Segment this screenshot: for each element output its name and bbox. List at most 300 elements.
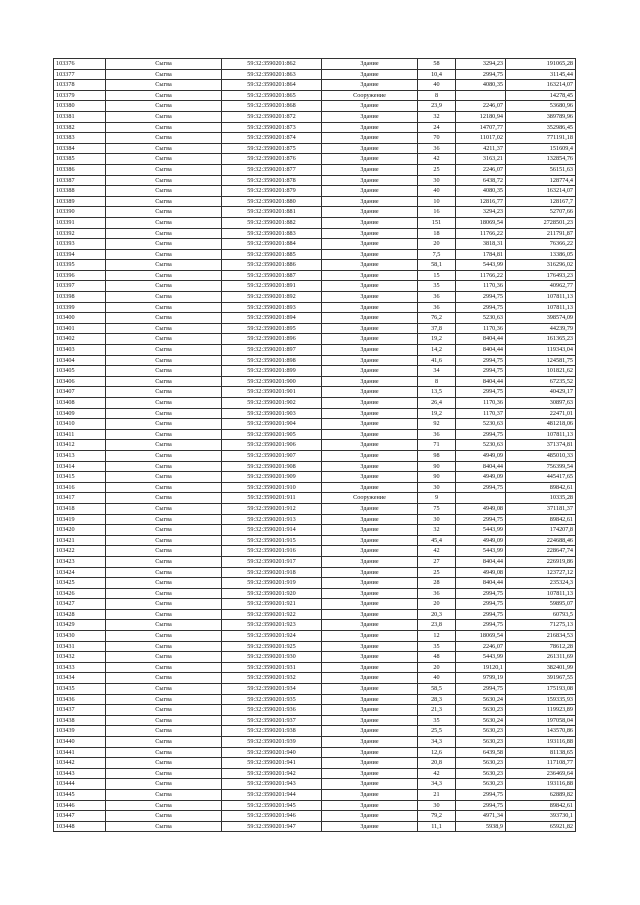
table-row xyxy=(54,503,576,514)
cadastral-number-cell: 59:32:3590201:936 xyxy=(222,705,322,716)
cadastral-number-cell: 59:32:3590201:885 xyxy=(222,249,322,260)
object-type-cell: Здание xyxy=(322,419,418,430)
cadastral-value-cell: 352986,45 xyxy=(506,122,576,133)
area-cell: 30 xyxy=(418,175,456,186)
table-row xyxy=(54,811,576,822)
cadastral-number-cell: 59:32:3590201:876 xyxy=(222,154,322,165)
cadastral-number-cell: 59:32:3590201:913 xyxy=(222,514,322,525)
cadastral-number-cell: 59:32:3590201:896 xyxy=(222,334,322,345)
area-cell: 19,2 xyxy=(418,408,456,419)
cadastral-number-cell: 59:32:3590201:935 xyxy=(222,694,322,705)
object-type-cell: Здание xyxy=(322,154,418,165)
locality-cell: Сыгва xyxy=(106,503,222,514)
area-cell: 19,2 xyxy=(418,334,456,345)
table-row xyxy=(54,789,576,800)
cadastral-value-cell: 67235,52 xyxy=(506,376,576,387)
cadastral-value-cell: 119923,89 xyxy=(506,705,576,716)
unit-value-cell: 5630,23 xyxy=(456,737,506,748)
table-row xyxy=(54,461,576,472)
cadastral-number-cell: 59:32:3590201:910 xyxy=(222,482,322,493)
table-row xyxy=(54,196,576,207)
row-id-cell: 103426 xyxy=(54,588,106,599)
area-cell: 32 xyxy=(418,111,456,122)
cadastral-number-cell: 59:32:3590201:902 xyxy=(222,398,322,409)
object-type-cell: Здание xyxy=(322,101,418,112)
cadastral-number-cell: 59:32:3590201:877 xyxy=(222,164,322,175)
cadastral-number-cell: 59:32:3590201:945 xyxy=(222,800,322,811)
object-type-cell: Здание xyxy=(322,641,418,652)
row-id-cell: 103423 xyxy=(54,556,106,567)
table-row xyxy=(54,228,576,239)
row-id-cell: 103414 xyxy=(54,461,106,472)
object-type-cell: Здание xyxy=(322,779,418,790)
object-type-cell: Здание xyxy=(322,747,418,758)
unit-value-cell: 3818,31 xyxy=(456,239,506,250)
cadastral-number-cell: 59:32:3590201:941 xyxy=(222,758,322,769)
area-cell: 42 xyxy=(418,154,456,165)
object-type-cell: Здание xyxy=(322,313,418,324)
table-row xyxy=(54,546,576,557)
table-row xyxy=(54,821,576,832)
row-id-cell: 103410 xyxy=(54,419,106,430)
unit-value-cell: 2994,75 xyxy=(456,366,506,377)
cadastral-value-cell: 398574,09 xyxy=(506,313,576,324)
cadastral-value-cell: 30897,63 xyxy=(506,398,576,409)
unit-value-cell: 11017,02 xyxy=(456,133,506,144)
unit-value-cell: 2994,75 xyxy=(456,789,506,800)
object-type-cell: Здание xyxy=(322,588,418,599)
cadastral-value-cell: 78612,28 xyxy=(506,641,576,652)
area-cell: 58 xyxy=(418,59,456,70)
unit-value-cell: 1170,37 xyxy=(456,408,506,419)
area-cell: 25,5 xyxy=(418,726,456,737)
object-type-cell: Здание xyxy=(322,376,418,387)
locality-cell: Сыгва xyxy=(106,186,222,197)
object-type-cell: Здание xyxy=(322,228,418,239)
cadastral-number-cell: 59:32:3590201:901 xyxy=(222,387,322,398)
area-cell: 20,8 xyxy=(418,758,456,769)
area-cell: 70 xyxy=(418,133,456,144)
unit-value-cell: 2246,07 xyxy=(456,641,506,652)
locality-cell: Сыгва xyxy=(106,641,222,652)
cadastral-value-cell: 159335,93 xyxy=(506,694,576,705)
locality-cell: Сыгва xyxy=(106,387,222,398)
cadastral-number-cell: 59:32:3590201:906 xyxy=(222,440,322,451)
unit-value-cell: 8404,44 xyxy=(456,578,506,589)
locality-cell: Сыгва xyxy=(106,789,222,800)
cadastral-value-cell: 107811,13 xyxy=(506,588,576,599)
area-cell: 13,5 xyxy=(418,387,456,398)
unit-value-cell: 5443,99 xyxy=(456,546,506,557)
cadastral-value-cell: 107811,13 xyxy=(506,302,576,313)
area-cell: 10 xyxy=(418,196,456,207)
row-id-cell: 103420 xyxy=(54,525,106,536)
unit-value-cell: 14707,77 xyxy=(456,122,506,133)
table-row xyxy=(54,376,576,387)
cadastral-number-cell: 59:32:3590201:874 xyxy=(222,133,322,144)
locality-cell: Сыгва xyxy=(106,567,222,578)
locality-cell: Сыгва xyxy=(106,207,222,218)
object-type-cell: Здание xyxy=(322,758,418,769)
cadastral-value-cell: 107811,13 xyxy=(506,292,576,303)
area-cell: 28 xyxy=(418,578,456,589)
object-type-cell: Здание xyxy=(322,196,418,207)
unit-value-cell: 4949,09 xyxy=(456,472,506,483)
cadastral-number-cell: 59:32:3590201:909 xyxy=(222,472,322,483)
row-id-cell: 103376 xyxy=(54,59,106,70)
object-type-cell: Здание xyxy=(322,811,418,822)
area-cell: 35 xyxy=(418,641,456,652)
table-row xyxy=(54,408,576,419)
cadastral-value-cell: 191065,28 xyxy=(506,59,576,70)
object-type-cell: Здание xyxy=(322,556,418,567)
unit-value-cell: 5230,63 xyxy=(456,313,506,324)
unit-value-cell: 5443,99 xyxy=(456,525,506,536)
area-cell: 36 xyxy=(418,302,456,313)
cadastral-number-cell: 59:32:3590201:897 xyxy=(222,345,322,356)
cadastral-value-cell: 14278,45 xyxy=(506,90,576,101)
area-cell: 8 xyxy=(418,90,456,101)
unit-value-cell: 19120,1 xyxy=(456,662,506,673)
cadastral-number-cell: 59:32:3590201:918 xyxy=(222,567,322,578)
row-id-cell: 103433 xyxy=(54,662,106,673)
locality-cell: Сыгва xyxy=(106,196,222,207)
object-type-cell: Сооружение xyxy=(322,90,418,101)
cadastral-value-cell: 371181,37 xyxy=(506,503,576,514)
locality-cell: Сыгва xyxy=(106,101,222,112)
area-cell: 35 xyxy=(418,715,456,726)
object-type-cell: Здание xyxy=(322,705,418,716)
table-row xyxy=(54,323,576,334)
area-cell: 58,1 xyxy=(418,260,456,271)
unit-value-cell: 4949,08 xyxy=(456,503,506,514)
row-id-cell: 103405 xyxy=(54,366,106,377)
locality-cell: Сыгва xyxy=(106,450,222,461)
object-type-cell: Здание xyxy=(322,482,418,493)
object-type-cell: Здание xyxy=(322,662,418,673)
cadastral-value-cell: 143570,86 xyxy=(506,726,576,737)
locality-cell: Сыгва xyxy=(106,355,222,366)
locality-cell: Сыгва xyxy=(106,228,222,239)
cadastral-value-cell: 393730,1 xyxy=(506,811,576,822)
area-cell: 34,3 xyxy=(418,737,456,748)
locality-cell: Сыгва xyxy=(106,260,222,271)
row-id-cell: 103399 xyxy=(54,302,106,313)
object-type-cell: Здание xyxy=(322,800,418,811)
row-id-cell: 103401 xyxy=(54,323,106,334)
cadastral-value-cell: 71275,13 xyxy=(506,620,576,631)
locality-cell: Сыгва xyxy=(106,694,222,705)
table-row xyxy=(54,641,576,652)
cadastral-number-cell: 59:32:3590201:894 xyxy=(222,313,322,324)
cadastral-number-cell: 59:32:3590201:930 xyxy=(222,652,322,663)
locality-cell: Сыгва xyxy=(106,779,222,790)
row-id-cell: 103415 xyxy=(54,472,106,483)
unit-value-cell: 11766,22 xyxy=(456,270,506,281)
table-row xyxy=(54,429,576,440)
area-cell: 71 xyxy=(418,440,456,451)
unit-value-cell: 18069,54 xyxy=(456,631,506,642)
row-id-cell: 103437 xyxy=(54,705,106,716)
area-cell: 20 xyxy=(418,662,456,673)
cadastral-number-cell: 59:32:3590201:923 xyxy=(222,620,322,631)
unit-value-cell: 2246,07 xyxy=(456,164,506,175)
row-id-cell: 103389 xyxy=(54,196,106,207)
area-cell: 12,6 xyxy=(418,747,456,758)
cadastral-number-cell: 59:32:3590201:884 xyxy=(222,239,322,250)
object-type-cell: Здание xyxy=(322,249,418,260)
cadastral-number-cell: 59:32:3590201:924 xyxy=(222,631,322,642)
object-type-cell: Здание xyxy=(322,323,418,334)
area-cell: 27 xyxy=(418,556,456,567)
area-cell: 20 xyxy=(418,239,456,250)
table-row xyxy=(54,207,576,218)
row-id-cell: 103384 xyxy=(54,143,106,154)
cadastral-value-cell: 123727,12 xyxy=(506,567,576,578)
unit-value-cell: 5630,23 xyxy=(456,758,506,769)
unit-value-cell: 2994,75 xyxy=(456,800,506,811)
cadastral-value-cell: 756399,54 xyxy=(506,461,576,472)
cadastral-number-cell: 59:32:3590201:944 xyxy=(222,789,322,800)
unit-value-cell: 2994,75 xyxy=(456,69,506,80)
object-type-cell: Здание xyxy=(322,281,418,292)
table-row xyxy=(54,535,576,546)
unit-value-cell: 2994,75 xyxy=(456,588,506,599)
locality-cell: Сыгва xyxy=(106,715,222,726)
locality-cell: Сыгва xyxy=(106,292,222,303)
table-row xyxy=(54,609,576,620)
object-type-cell: Здание xyxy=(322,334,418,345)
locality-cell: Сыгва xyxy=(106,631,222,642)
row-id-cell: 103386 xyxy=(54,164,106,175)
cadastral-value-cell: 65921,82 xyxy=(506,821,576,832)
object-type-cell: Здание xyxy=(322,366,418,377)
unit-value-cell: 4971,34 xyxy=(456,811,506,822)
locality-cell: Сыгва xyxy=(106,599,222,610)
row-id-cell: 103388 xyxy=(54,186,106,197)
table-row xyxy=(54,69,576,80)
row-id-cell: 103427 xyxy=(54,599,106,610)
row-id-cell: 103377 xyxy=(54,69,106,80)
row-id-cell: 103393 xyxy=(54,239,106,250)
cadastral-value-cell: 62889,82 xyxy=(506,789,576,800)
unit-value-cell: 5443,99 xyxy=(456,652,506,663)
locality-cell: Сыгва xyxy=(106,398,222,409)
table-row xyxy=(54,450,576,461)
locality-cell: Сыгва xyxy=(106,737,222,748)
area-cell: 98 xyxy=(418,450,456,461)
cadastral-value-cell: 151609,4 xyxy=(506,143,576,154)
table-row xyxy=(54,440,576,451)
locality-cell: Сыгва xyxy=(106,249,222,260)
table-row xyxy=(54,249,576,260)
locality-cell: Сыгва xyxy=(106,440,222,451)
cadastral-value-cell: 163214,07 xyxy=(506,186,576,197)
cadastral-number-cell: 59:32:3590201:899 xyxy=(222,366,322,377)
cadastral-value-cell: 40429,17 xyxy=(506,387,576,398)
area-cell: 36 xyxy=(418,292,456,303)
cadastral-value-cell: 161365,23 xyxy=(506,334,576,345)
area-cell: 32 xyxy=(418,525,456,536)
object-type-cell: Здание xyxy=(322,525,418,536)
cadastral-number-cell: 59:32:3590201:938 xyxy=(222,726,322,737)
unit-value-cell: 1170,36 xyxy=(456,398,506,409)
row-id-cell: 103411 xyxy=(54,429,106,440)
cadastral-number-cell: 59:32:3590201:898 xyxy=(222,355,322,366)
object-type-cell: Здание xyxy=(322,737,418,748)
unit-value-cell: 2994,75 xyxy=(456,482,506,493)
area-cell: 20,3 xyxy=(418,609,456,620)
locality-cell: Сыгва xyxy=(106,673,222,684)
cadastral-value-cell: 56151,63 xyxy=(506,164,576,175)
row-id-cell: 103407 xyxy=(54,387,106,398)
row-id-cell: 103387 xyxy=(54,175,106,186)
cadastral-number-cell: 59:32:3590201:864 xyxy=(222,80,322,91)
table-row xyxy=(54,101,576,112)
cadastral-value-cell: 391967,55 xyxy=(506,673,576,684)
locality-cell: Сыгва xyxy=(106,525,222,536)
cadastral-value-cell: 481218,06 xyxy=(506,419,576,430)
area-cell: 45,4 xyxy=(418,535,456,546)
row-id-cell: 103441 xyxy=(54,747,106,758)
table-row xyxy=(54,652,576,663)
cadastral-number-cell: 59:32:3590201:868 xyxy=(222,101,322,112)
object-type-cell: Здание xyxy=(322,461,418,472)
row-id-cell: 103400 xyxy=(54,313,106,324)
row-id-cell: 103412 xyxy=(54,440,106,451)
row-id-cell: 103430 xyxy=(54,631,106,642)
row-id-cell: 103403 xyxy=(54,345,106,356)
unit-value-cell: 8404,44 xyxy=(456,345,506,356)
cadastral-value-cell: 228647,74 xyxy=(506,546,576,557)
area-cell: 58,5 xyxy=(418,684,456,695)
cadastral-number-cell: 59:32:3590201:942 xyxy=(222,768,322,779)
cadastral-number-cell: 59:32:3590201:900 xyxy=(222,376,322,387)
locality-cell: Сыгва xyxy=(106,535,222,546)
cadastral-value-cell: 13386,05 xyxy=(506,249,576,260)
row-id-cell: 103395 xyxy=(54,260,106,271)
cadastral-number-cell: 59:32:3590201:873 xyxy=(222,122,322,133)
table-row xyxy=(54,800,576,811)
cadastral-number-cell: 59:32:3590201:919 xyxy=(222,578,322,589)
object-type-cell: Здание xyxy=(322,217,418,228)
object-type-cell: Здание xyxy=(322,609,418,620)
area-cell: 36 xyxy=(418,143,456,154)
row-id-cell: 103429 xyxy=(54,620,106,631)
row-id-cell: 103380 xyxy=(54,101,106,112)
unit-value-cell: 4949,08 xyxy=(456,567,506,578)
locality-cell: Сыгва xyxy=(106,366,222,377)
area-cell: 48 xyxy=(418,652,456,663)
object-type-cell: Здание xyxy=(322,789,418,800)
cadastral-number-cell: 59:32:3590201:903 xyxy=(222,408,322,419)
table-row xyxy=(54,90,576,101)
area-cell: 30 xyxy=(418,514,456,525)
table-row xyxy=(54,768,576,779)
object-type-cell: Здание xyxy=(322,80,418,91)
table-row xyxy=(54,80,576,91)
cadastral-value-cell: 76366,22 xyxy=(506,239,576,250)
locality-cell: Сыгва xyxy=(106,217,222,228)
cadastral-value-cell: 89842,61 xyxy=(506,482,576,493)
locality-cell: Сыгва xyxy=(106,59,222,70)
area-cell: 30 xyxy=(418,800,456,811)
table-row xyxy=(54,588,576,599)
table-row xyxy=(54,122,576,133)
unit-value-cell: 5630,24 xyxy=(456,694,506,705)
cadastral-value-cell: 81138,65 xyxy=(506,747,576,758)
locality-cell: Сыгва xyxy=(106,800,222,811)
cadastral-value-cell: 176493,23 xyxy=(506,270,576,281)
unit-value-cell: 5630,24 xyxy=(456,715,506,726)
locality-cell: Сыгва xyxy=(106,270,222,281)
row-id-cell: 103402 xyxy=(54,334,106,345)
area-cell: 25 xyxy=(418,567,456,578)
unit-value-cell: 5230,63 xyxy=(456,419,506,430)
table-row xyxy=(54,758,576,769)
cadastral-value-cell: 236469,64 xyxy=(506,768,576,779)
table-row xyxy=(54,737,576,748)
object-type-cell: Здание xyxy=(322,503,418,514)
locality-cell: Сыгва xyxy=(106,609,222,620)
object-type-cell: Здание xyxy=(322,239,418,250)
cadastral-value-cell: 44239,79 xyxy=(506,323,576,334)
object-type-cell: Здание xyxy=(322,164,418,175)
area-cell: 10,4 xyxy=(418,69,456,80)
row-id-cell: 103383 xyxy=(54,133,106,144)
locality-cell: Сыгва xyxy=(106,122,222,133)
object-type-cell: Здание xyxy=(322,143,418,154)
area-cell: 14,2 xyxy=(418,345,456,356)
area-cell: 9 xyxy=(418,493,456,504)
unit-value-cell: 1170,36 xyxy=(456,281,506,292)
locality-cell: Сыгва xyxy=(106,334,222,345)
area-cell: 76,2 xyxy=(418,313,456,324)
cadastral-value-cell: 119343,04 xyxy=(506,345,576,356)
locality-cell: Сыгва xyxy=(106,768,222,779)
cadastral-number-cell: 59:32:3590201:922 xyxy=(222,609,322,620)
locality-cell: Сыгва xyxy=(106,821,222,832)
table-row xyxy=(54,334,576,345)
cadastral-value-cell: 389789,96 xyxy=(506,111,576,122)
unit-value-cell: 12180,94 xyxy=(456,111,506,122)
area-cell: 7,5 xyxy=(418,249,456,260)
unit-value-cell: 2994,75 xyxy=(456,609,506,620)
locality-cell: Сыгва xyxy=(106,493,222,504)
area-cell: 42 xyxy=(418,768,456,779)
table-row xyxy=(54,684,576,695)
unit-value-cell: 3163,21 xyxy=(456,154,506,165)
row-id-cell: 103378 xyxy=(54,80,106,91)
object-type-cell: Здание xyxy=(322,821,418,832)
cadastral-value-cell: 216834,53 xyxy=(506,631,576,642)
locality-cell: Сыгва xyxy=(106,164,222,175)
cadastral-value-cell: 224688,46 xyxy=(506,535,576,546)
object-type-cell: Здание xyxy=(322,472,418,483)
table-row xyxy=(54,345,576,356)
object-type-cell: Здание xyxy=(322,429,418,440)
cadastral-value-cell: 89842,61 xyxy=(506,800,576,811)
cadastral-value-cell: 128774,4 xyxy=(506,175,576,186)
cadastral-value-cell: 60793,5 xyxy=(506,609,576,620)
cadastral-value-cell: 10335,28 xyxy=(506,493,576,504)
locality-cell: Сыгва xyxy=(106,588,222,599)
locality-cell: Сыгва xyxy=(106,461,222,472)
locality-cell: Сыгва xyxy=(106,302,222,313)
locality-cell: Сыгва xyxy=(106,313,222,324)
locality-cell: Сыгва xyxy=(106,376,222,387)
locality-cell: Сыгва xyxy=(106,281,222,292)
